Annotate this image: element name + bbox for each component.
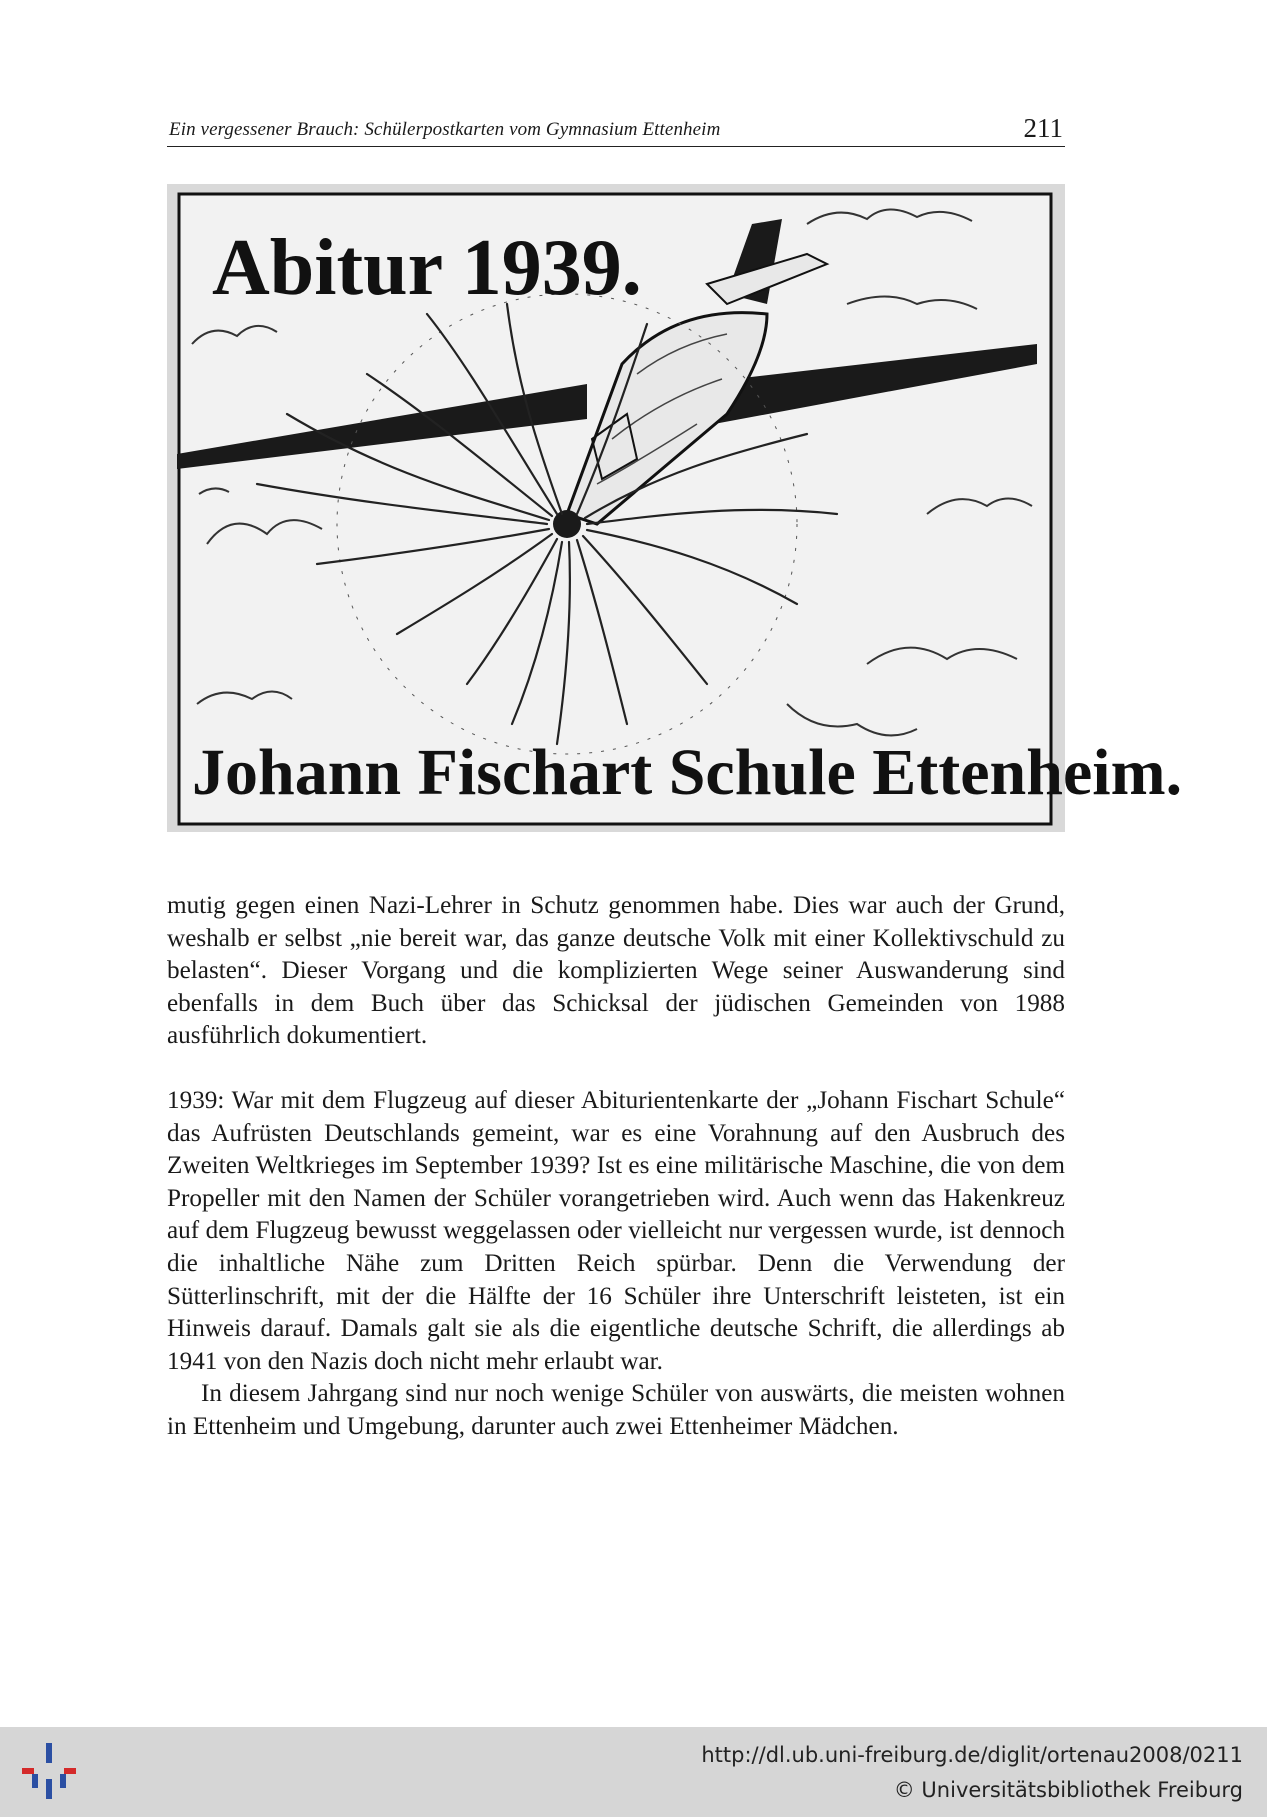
ub-freiburg-logo-icon[interactable] [20,1741,80,1801]
footer-url-link[interactable]: http://dl.ub.uni-freiburg.de/diglit/ortenau2008/0211 [701,1743,1243,1767]
footer-copyright: © Universitätsbibliothek Freiburg [893,1778,1243,1802]
paragraph: mutig gegen einen Nazi-Lehrer in Schutz genommen habe. Dies war auch der Grund, weshalb er selbst „nie bereit war, das ganze deutsche Volk mit einer Kollektivschuld zu belasten“. Dieser Vorgang und die komplizierten Wege seiner Auswanderung sind ebenfalls in dem Buch über das Schicksal der jüdischen Gemeinden von 1988 ausführlich dokumentiert. [167,892,1065,1050]
body-text [167,890,1065,1444]
postcard-illustration [167,184,1183,832]
footer-bar [0,1727,1267,1817]
postcard-drawing [167,184,1183,832]
running-title: Ein vergessener Brauch: Schülerpostkarten vom Gymnasium Ettenheim [169,119,721,140]
paragraph: 1939: War mit dem Flugzeug auf dieser Abiturientenkarte der „Johann Fischart Schule“ das Aufrüsten Deutschlands gemeint, war es eine Vorahnung auf den Ausbruch des Zweiten Weltkrieges im September 1939? Ist es eine militärische Maschine, die von dem Propeller mit den Namen der Schüler vorangetrieben wird. Auch wenn das Hakenkreuz auf dem Flugzeug bewusst weggelassen oder vielleicht nur vergessen wurde, ist dennoch die inhaltliche Nähe zum Dritten Reich spürbar. Denn die Verwendung der Sütterlinschrift, mit der die Hälfte der 16 Schüler ihre Unterschrift leisteten, ist ein Hinweis darauf. Damals galt sie als die eigentliche deutsche Schrift, die allerdings ab 1941 von den Nazis doch nicht mehr erlaubt war. [167,1086,1065,1375]
postcard-school-name: Johann Fischart Schule Ettenheim. [192,736,1183,809]
page-number: 211 [1023,113,1063,143]
paragraph: In diesem Jahrgang sind nur noch wenige Schüler von auswärts, die meisten wohnen in Ettenheim und Umgebung, darunter auch zwei Ettenheimer Mädchen. [167,1380,1065,1440]
postcard-title: Abitur 1939. [212,224,642,312]
running-head [167,112,1065,147]
